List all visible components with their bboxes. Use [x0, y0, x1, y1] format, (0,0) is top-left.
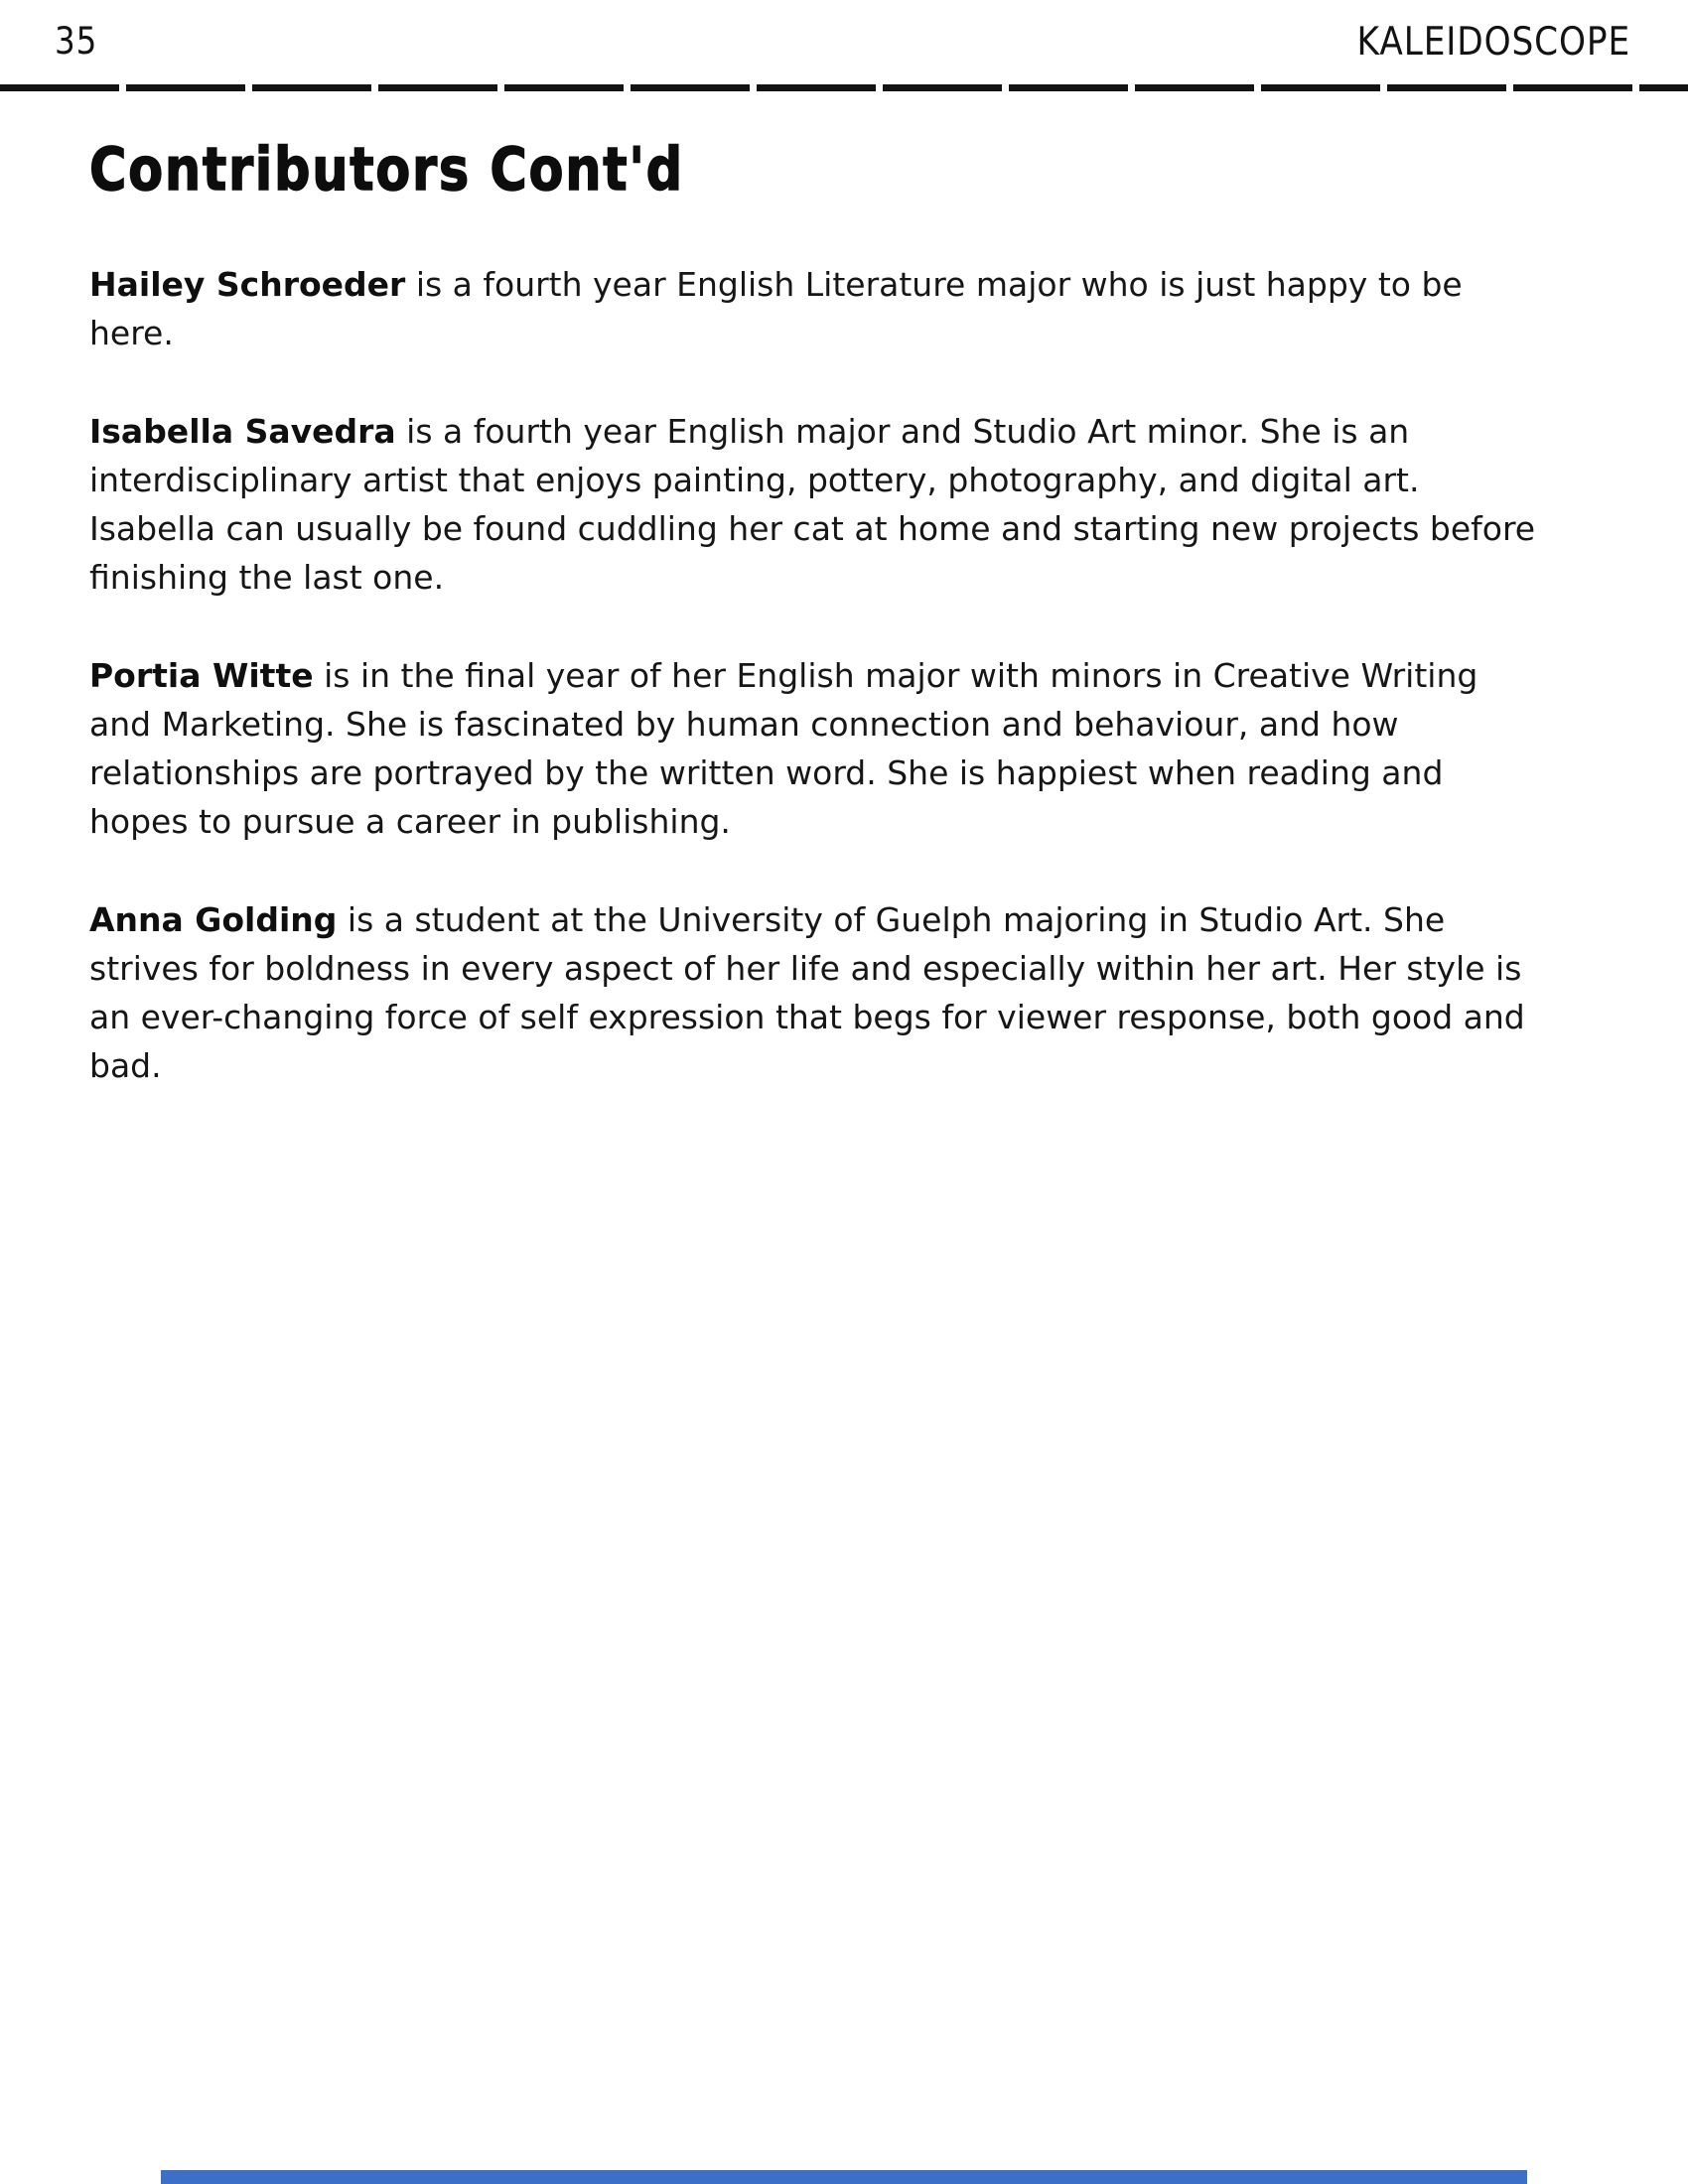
page-content [0, 91, 1544, 1090]
page-number: 35 [55, 20, 98, 63]
contributor-bio-text: is a fourth year English major and Studio Art minor. She is an interdisciplinary artist that enjoys painting, pottery, photography, and digital art. Isabella can usually be found cuddling her cat at home and starting new projects before finishing the last one. [89, 412, 1536, 597]
publication-title: KALEIDOSCOPE [1356, 20, 1630, 65]
footer-accent-bar [161, 2170, 1527, 2184]
contributor-bio-text: is a student at the University of Guelph majoring in Studio Art. She strives for boldness in every aspect of her life and especially within her art. Her style is an ever-changing force of self expression that begs for viewer response, both good and bad. [89, 900, 1525, 1085]
contributor-bio [89, 895, 1544, 1090]
contributor-name: Hailey Schroeder [89, 265, 406, 304]
section-heading: Contributors Cont'd [89, 135, 684, 205]
contributor-bio [89, 260, 1544, 357]
contributor-bio [89, 407, 1544, 602]
header-divider-line [0, 84, 1688, 91]
contributor-bio-text: is a fourth year English Literature major who is just happy to be here. [89, 265, 1463, 352]
page-header [0, 0, 1688, 84]
contributor-name: Portia Witte [89, 656, 314, 695]
contributor-bio-text: is in the final year of her English major with minors in Creative Writing and Marketing. She is fascinated by human connection and behaviour, and how relationships are portrayed by the written word. She is happiest when reading and hopes to pursue a career in publishing. [89, 656, 1478, 841]
contributor-name: Isabella Savedra [89, 412, 396, 451]
contributor-bio [89, 651, 1544, 846]
contributor-name: Anna Golding [89, 900, 338, 939]
